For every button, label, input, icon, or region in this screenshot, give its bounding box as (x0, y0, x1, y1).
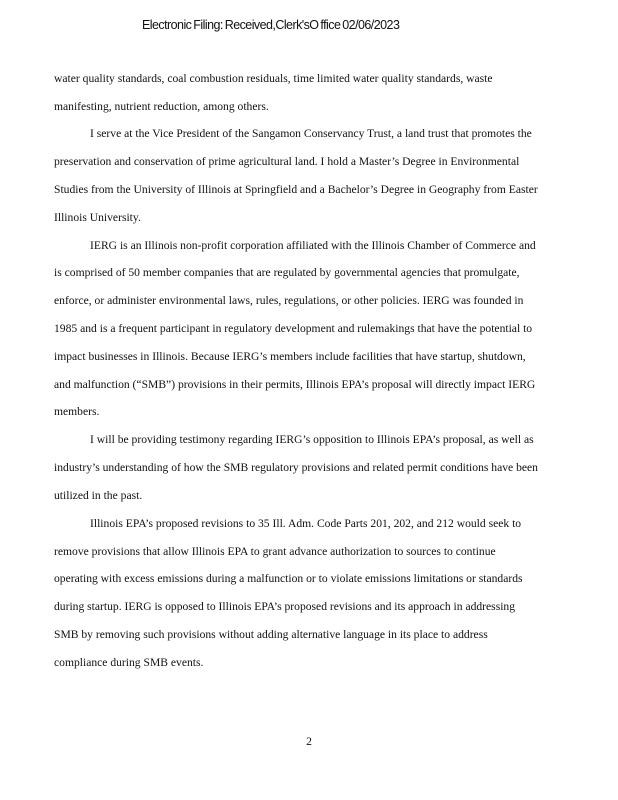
text-line: industry’s understanding of how the SMB regulatory provisions and related permit conditions have been (54, 461, 538, 474)
text-line: manifesting, nutrient reduction, among others. (54, 100, 269, 113)
filing-stamp: Electronic Filing: Received,Clerk'sO ffice 02/06/2023 (142, 18, 400, 32)
paragraph-first-line: Illinois EPA’s proposed revisions to 35 Ill. Adm. Code Parts 201, 202, and 212 would seek to (90, 517, 522, 530)
text-line: enforce, or administer environmental laws, rules, regulations, or other policies. IERG was founded in (54, 294, 524, 307)
paragraph-first-line: IERG is an Illinois non-profit corporation affiliated with the Illinois Chamber of Commerce and (90, 239, 536, 252)
text-line: remove provisions that allow Illinois EPA to grant advance authorization to sources to continue (54, 545, 496, 558)
text-line: and malfunction (“SMB”) provisions in their permits, Illinois EPA’s proposal will directly impact IERG (54, 378, 536, 391)
text-line: members. (54, 405, 100, 418)
text-line: preservation and conservation of prime agricultural land. I hold a Master’s Degree in Environmental (54, 155, 520, 168)
text-line: is comprised of 50 member companies that are regulated by governmental agencies that promulgate, (54, 266, 520, 279)
text-line: water quality standards, coal combustion residuals, time limited water quality standards, waste (54, 72, 493, 85)
text-line: utilized in the past. (54, 489, 143, 502)
paragraph-first-line: I will be providing testimony regarding IERG’s opposition to Illinois EPA’s proposal, as well as (90, 433, 534, 446)
text-line: 1985 and is a frequent participant in regulatory development and rulemakings that have the potential to (54, 322, 533, 335)
text-line: during startup. IERG is opposed to Illinois EPA’s proposed revisions and its approach in addressing (54, 600, 516, 613)
page-number: 2 (306, 735, 312, 748)
text-line: Studies from the University of Illinois at Springfield and a Bachelor’s Degree in Geography from Easter (54, 183, 538, 196)
text-line: Illinois University. (54, 211, 141, 224)
text-line: SMB by removing such provisions without adding alternative language in its place to address (54, 628, 488, 641)
text-line: impact businesses in Illinois. Because IERG’s members include facilities that have startup, shutdown, (54, 350, 526, 363)
text-line: compliance during SMB events. (54, 656, 204, 669)
text-line: operating with excess emissions during a malfunction or to violate emissions limitations or standards (54, 572, 523, 585)
paragraph-first-line: I serve at the Vice President of the Sangamon Conservancy Trust, a land trust that promotes the (90, 127, 532, 140)
